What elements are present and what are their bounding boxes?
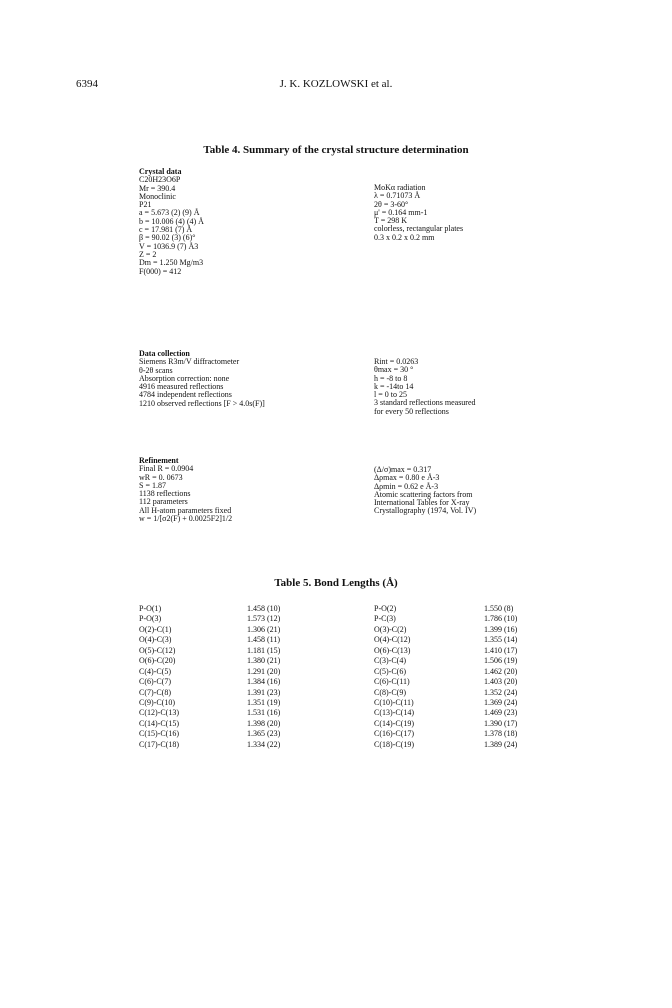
refinement-param: S = 1.87 <box>139 480 166 490</box>
collection-param: θmax = 30 ° <box>374 365 414 375</box>
refinement-param: Δρmin = 0.62 e Å-3 <box>374 481 439 491</box>
crystal-param: b = 10.006 (4) (4) Å <box>139 216 204 226</box>
crystal-param: 0.3 x 0.2 x 0.2 mm <box>374 232 435 242</box>
crystal-param: μ' = 0.164 mm-1 <box>374 207 428 217</box>
bond-length: 1.181 (15) <box>247 645 281 655</box>
refinement-param: All H-atom parameters fixed <box>139 505 232 515</box>
bond-label: O(4)-C(12) <box>374 635 411 645</box>
crystal-param: P21 <box>139 200 152 210</box>
bond-length: 1.458 (11) <box>247 635 281 645</box>
bond-label: C(13)-C(14) <box>374 708 414 718</box>
refinement-param: Crystallography (1974, Vol. IV) <box>374 506 477 516</box>
crystal-data-right <box>374 184 463 242</box>
bond-label: C(5)-C(6) <box>374 666 406 676</box>
bond-label: C(6)-C(11) <box>374 677 410 687</box>
bond-label: C(15)-C(16) <box>139 729 179 739</box>
refinement-param: International Tables for X-ray <box>374 498 470 508</box>
collection-param: 1210 observed reflections [F > 4.0s(F)] <box>139 398 265 408</box>
collection-param: Absorption correction: none <box>139 373 230 383</box>
bond-length: 1.399 (16) <box>484 624 518 634</box>
section-heading: Refinement <box>139 456 179 465</box>
bond-length: 1.458 (10) <box>247 604 281 613</box>
collection-param: for every 50 reflections <box>374 406 449 416</box>
data-collection-right <box>374 358 476 416</box>
crystal-param: Mr = 390.4 <box>139 183 176 193</box>
crystal-data-left <box>139 168 204 276</box>
crystal-param: Z = 2 <box>139 249 157 259</box>
collection-param: Rint = 0.0263 <box>374 357 419 366</box>
refinement-left <box>139 457 232 523</box>
table4-title: Table 4. Summary of the crystal structure determination <box>203 144 469 156</box>
bond-label: C(8)-C(9) <box>374 687 406 697</box>
crystal-param: a = 5.673 (2) (9) Å <box>139 208 200 218</box>
section-heading: Data collection <box>139 349 190 358</box>
bond-label: C(17)-C(18) <box>139 739 179 749</box>
crystal-param: λ = 0.71073 Å <box>374 191 421 201</box>
crystal-param: MoKα radiation <box>374 183 426 192</box>
refinement-param: w = 1/[σ2(F) + 0.0025F2]1/2 <box>139 514 233 524</box>
bond-length: 1.550 (8) <box>484 604 514 613</box>
bond-label: P-O(2) <box>374 604 397 613</box>
crystal-param: colorless, rectangular plates <box>374 224 464 234</box>
collection-param: 4916 measured reflections <box>139 382 224 392</box>
bond-label: C(9)-C(10) <box>139 697 175 707</box>
bond-length: 1.410 (17) <box>484 645 518 655</box>
section-heading: Crystal data <box>139 167 182 176</box>
crystal-param: β = 90.02 (3) (6)° <box>139 233 196 243</box>
bond-length: 1.380 (21) <box>247 656 281 666</box>
bond-label: C(10)-C(11) <box>374 697 414 707</box>
crystal-param: C20H23O6P <box>139 175 181 185</box>
bond-length: 1.351 (19) <box>247 697 281 707</box>
refinement-param: Δρmax = 0.80 e Å-3 <box>374 473 440 483</box>
collection-param: Siemens R3m/V diffractometer <box>139 357 240 367</box>
bond-label: C(6)-C(7) <box>139 677 171 687</box>
bond-label: O(3)-C(2) <box>374 624 407 634</box>
collection-param: h = -8 to 8 <box>374 373 408 383</box>
bond-length: 1.389 (24) <box>484 739 518 749</box>
bond-length: 1.786 (10) <box>484 614 518 624</box>
bond-length: 1.573 (12) <box>247 614 281 624</box>
refinement-param: Final R = 0.0904 <box>139 464 194 474</box>
bond-length: 1.291 (20) <box>247 666 281 676</box>
bond-length: 1.355 (14) <box>484 635 518 645</box>
collection-param: θ-2θ scans <box>139 365 173 375</box>
refinement-param: 112 parameters <box>139 497 188 507</box>
bond-length: 1.531 (16) <box>247 708 281 718</box>
refinement-param: wR = 0. 0673 <box>139 472 183 482</box>
crystal-param: 2θ = 3-60° <box>374 199 409 209</box>
refinement-right <box>374 466 476 516</box>
collection-param: l = 0 to 25 <box>374 390 407 400</box>
bond-length: 1.506 (19) <box>484 656 518 666</box>
crystal-param: T = 298 K <box>374 216 408 226</box>
bond-length: 1.403 (20) <box>484 677 518 687</box>
collection-param: 4784 independent reflections <box>139 390 232 400</box>
bond-label: C(12)-C(13) <box>139 708 179 718</box>
crystal-param: Monoclinic <box>139 191 176 201</box>
bond-column-1 <box>139 604 179 750</box>
bond-label: C(7)-C(8) <box>139 687 171 697</box>
bond-length: 1.369 (24) <box>484 697 518 707</box>
length-column-2 <box>484 604 517 750</box>
bond-length: 1.384 (16) <box>247 677 281 687</box>
bond-length: 1.462 (20) <box>484 666 518 676</box>
bond-label: P-C(3) <box>374 614 396 624</box>
refinement-param: 1138 reflections <box>139 489 191 499</box>
bond-label: O(6)-C(13) <box>374 645 411 655</box>
bond-label: O(4)-C(3) <box>139 635 172 645</box>
crystal-param: F(000) = 412 <box>139 266 182 276</box>
bond-label: O(2)-C(1) <box>139 624 172 634</box>
bond-label: C(14)-C(19) <box>374 718 414 728</box>
data-collection-left <box>139 350 265 408</box>
bond-length: 1.390 (17) <box>484 718 518 728</box>
bond-length: 1.398 (20) <box>247 718 281 728</box>
collection-param: k = -14to 14 <box>374 381 414 391</box>
bond-length: 1.306 (21) <box>247 624 281 634</box>
bond-length: 1.378 (18) <box>484 729 518 739</box>
bond-label: P-O(1) <box>139 604 162 613</box>
length-column-1 <box>247 604 280 750</box>
bond-length: 1.391 (23) <box>247 687 281 697</box>
bond-label: O(6)-C(20) <box>139 656 176 666</box>
bond-column-2 <box>374 604 414 750</box>
bond-label: C(4)-C(5) <box>139 666 171 676</box>
bond-label: C(16)-C(17) <box>374 729 414 739</box>
bond-length: 1.469 (23) <box>484 708 518 718</box>
running-title: J. K. KOZLOWSKI et al. <box>279 78 393 90</box>
bond-length: 1.352 (24) <box>484 687 518 697</box>
collection-param: 3 standard reflections measured <box>374 398 476 408</box>
refinement-param: Atomic scattering factors from <box>374 489 473 499</box>
refinement-param: (Δ/σ)max = 0.317 <box>374 465 432 474</box>
crystal-param: c = 17.981 (7) Å <box>139 225 193 235</box>
table5-title: Table 5. Bond Lengths (Å) <box>274 577 398 589</box>
bond-label: O(5)-C(12) <box>139 645 176 655</box>
page-number: 6394 <box>76 78 98 90</box>
bond-label: P-O(3) <box>139 614 162 624</box>
bond-label: C(18)-C(19) <box>374 739 414 749</box>
crystal-param: V = 1036.9 (7) Å3 <box>139 241 199 251</box>
crystal-param: Dm = 1.250 Mg/m3 <box>139 258 204 268</box>
bond-length: 1.365 (23) <box>247 729 281 739</box>
bond-label: C(3)-C(4) <box>374 656 406 666</box>
bond-label: C(14)-C(15) <box>139 718 179 728</box>
bond-length: 1.334 (22) <box>247 739 281 749</box>
